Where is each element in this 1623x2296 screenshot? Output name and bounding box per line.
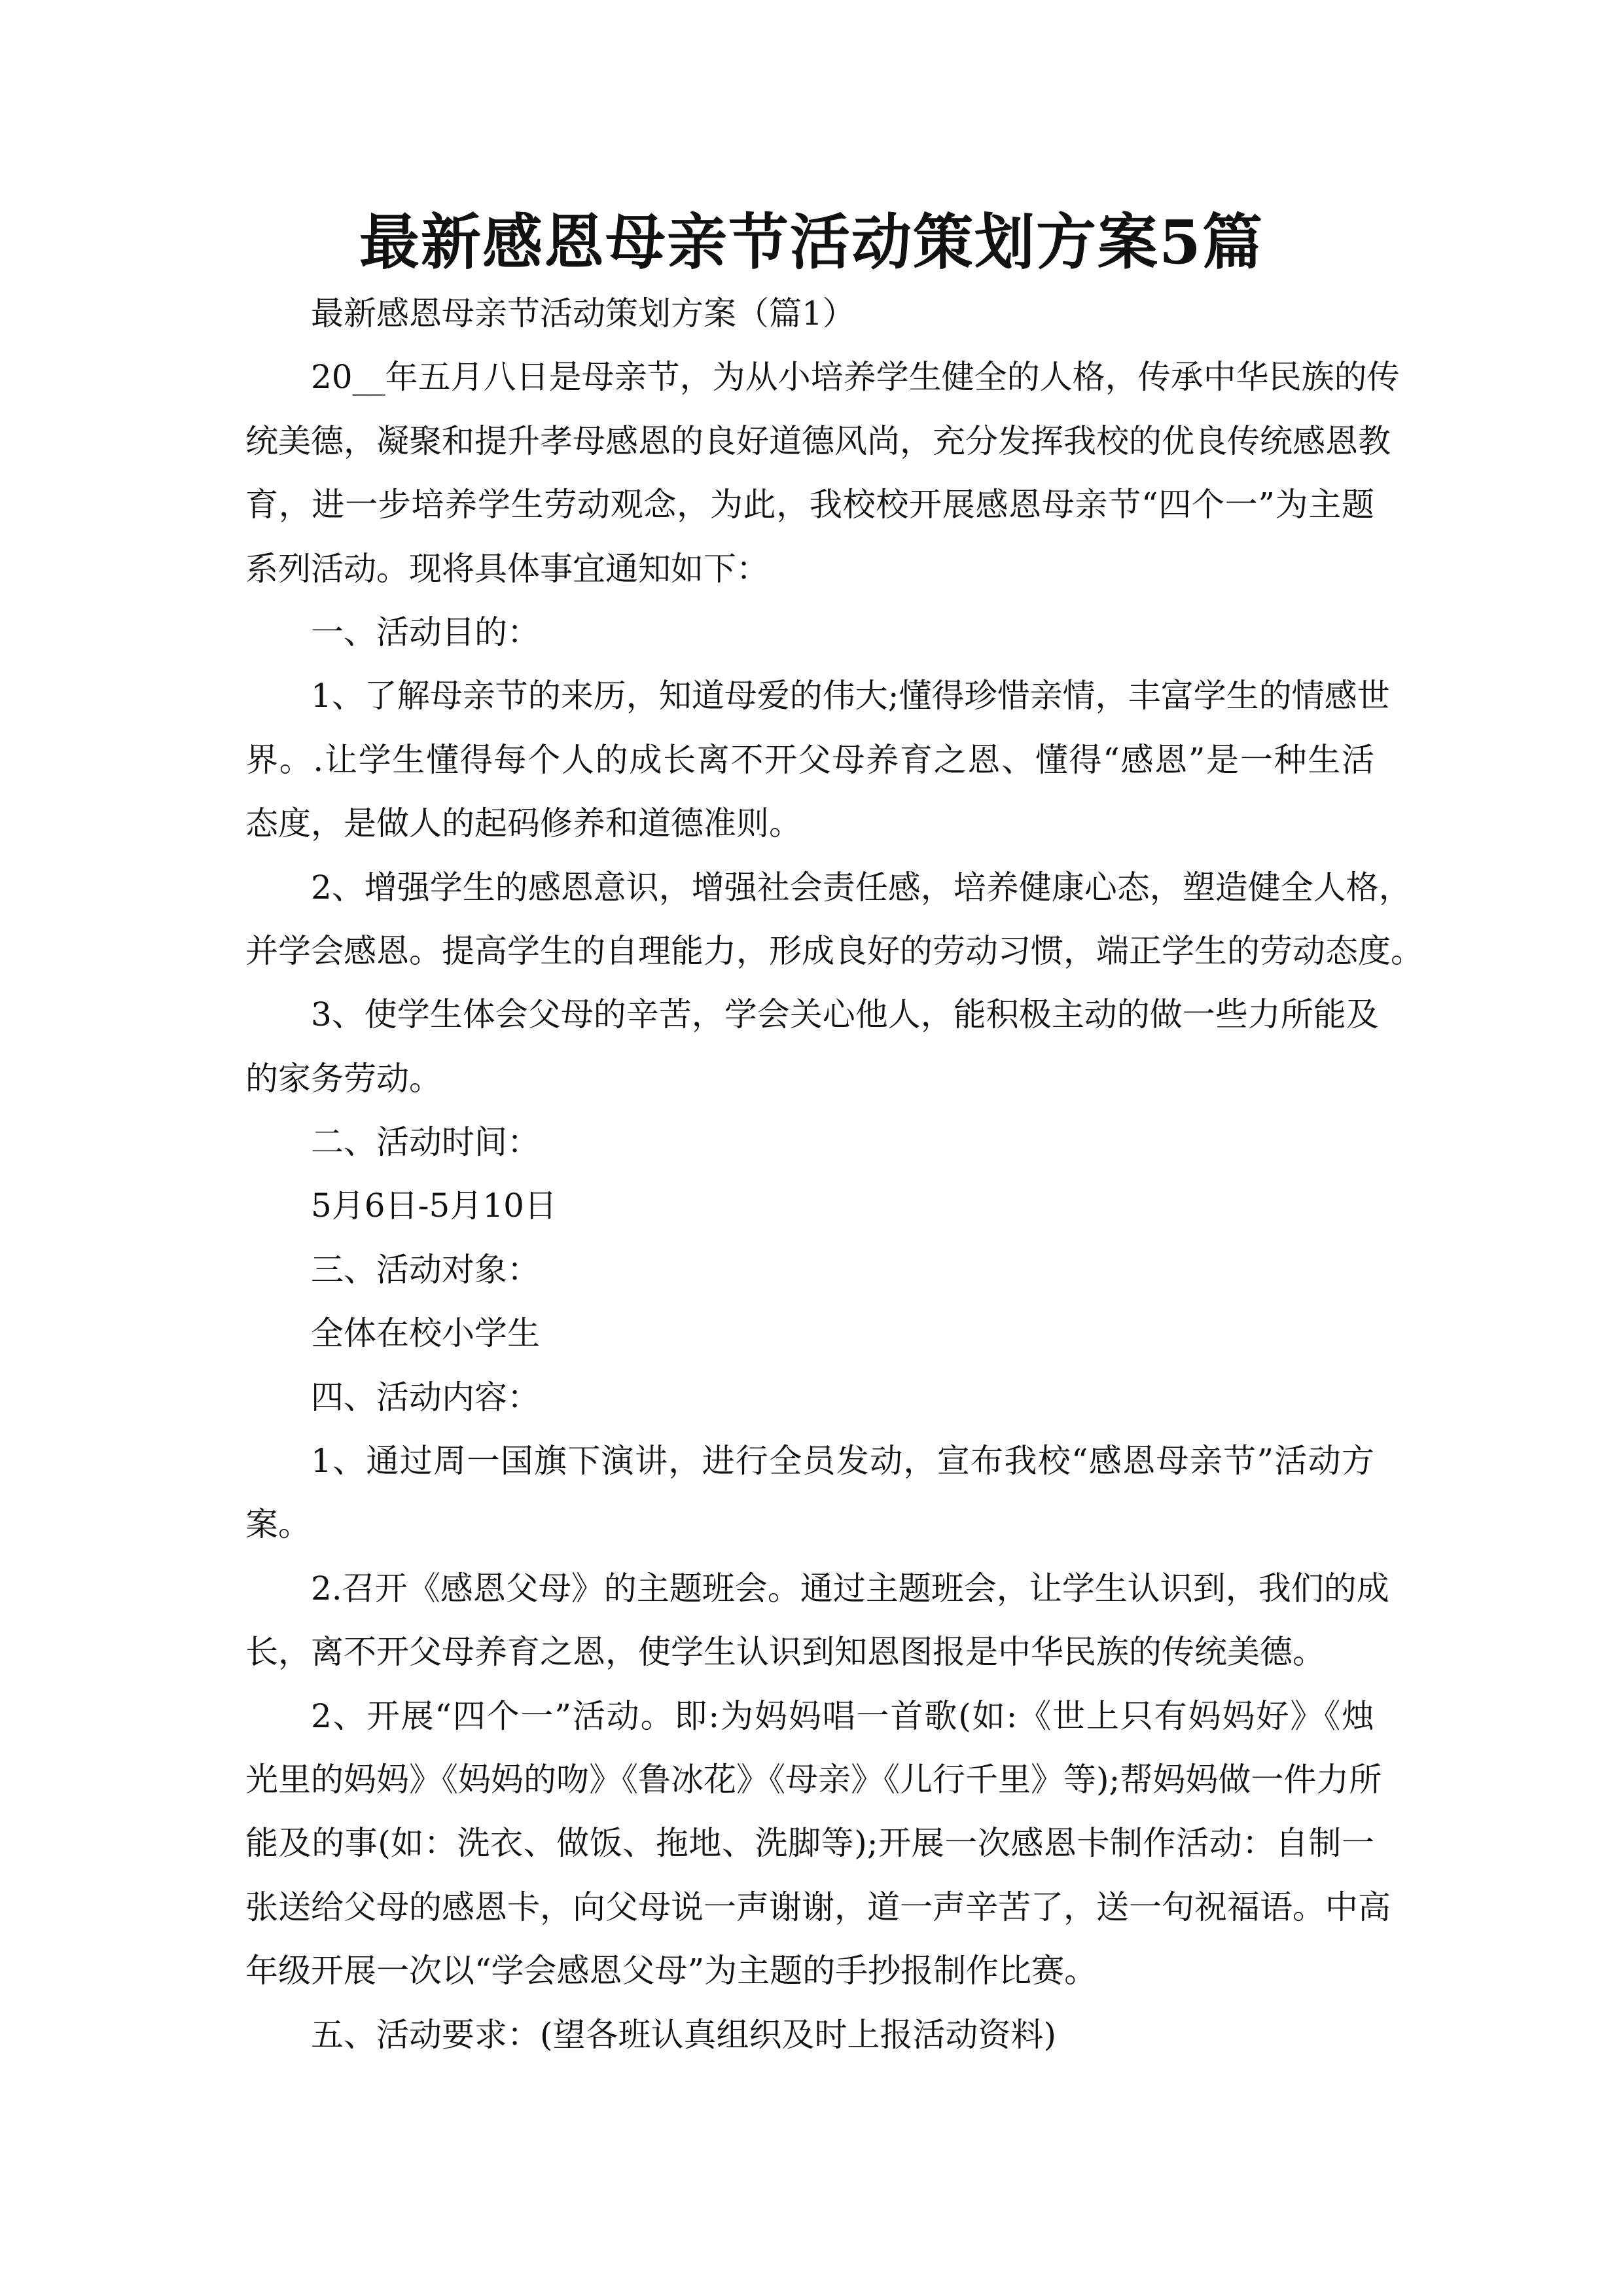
text-line: 3、使学生体会父母的辛苦，学会关心他人，能积极主动的做一些力所能及 [311,996,1379,1034]
text-line: 的家务劳动。 [245,1059,442,1098]
text-line: 最新感恩母亲节活动策划方案（篇1） [311,295,855,332]
paragraph [245,282,1374,346]
paragraph [245,1429,1374,1557]
paragraph [245,2003,1374,2067]
text-line: 系列活动。现将具体事宜通知如下： [245,549,769,588]
text-line: 四、活动内容： [311,1378,540,1416]
text-line: 育，进一步培养学生劳动观念，为此，我校校开展感恩母亲节“四个一”为主题 [245,486,1374,524]
text-line: 二、活动时间： [311,1123,540,1162]
paragraph [245,1111,1374,1174]
paragraph [245,856,1423,984]
paragraph [245,664,1390,855]
paragraph [245,1238,1374,1302]
text-line: 20__年五月八日是母亲节，为从小培养学生健全的人格，传承中华民族的传 [311,358,1400,397]
text-line: 长，离不开父母养育之恩，使学生认识到知恩图报是中华民族的传统美德。 [245,1633,1325,1672]
paragraph [245,1302,1374,1365]
paragraph [245,601,1374,664]
paragraph [245,1685,1391,2003]
text-line: 2、开展“四个一”活动。即:为妈妈唱一首歌(如:《世上只有妈妈好》《烛 [311,1696,1374,1735]
text-line: 能及的事(如：洗衣、做饭、拖地、洗脚等);开展一次感恩卡制作活动：自制一 [245,1824,1374,1863]
text-line: 1、通过周一国旗下演讲，进行全员发动，宣布我校“感恩母亲节”活动方 [311,1442,1374,1480]
paragraph [245,983,1379,1111]
text-line: 全体在校小学生 [311,1314,540,1353]
text-line: 态度，是做人的起码修养和道德准则。 [245,804,802,843]
paragraph [245,346,1400,601]
text-line: 案。 [245,1505,311,1544]
paragraph [245,1557,1389,1685]
text-line: 三、活动对象： [311,1250,540,1289]
text-line: 2.召开《感恩父母》的主题班会。通过主题班会，让学生认识到，我们的成 [311,1569,1389,1607]
text-line: 张送给父母的感恩卡，向父母说一声谢谢，道一声辛苦了，送一句祝福语。中高 [245,1888,1391,1926]
text-line: 年级开展一次以“学会感恩父母”为主题的手抄报制作比赛。 [245,1952,1097,1990]
text-line: 1、了解母亲节的来历，知道母爱的伟大;懂得珍惜亲情，丰富学生的情感世 [311,677,1390,715]
text-line: 光里的妈妈》《妈妈的吻》《鲁冰花》《母亲》《儿行千里》等);帮妈妈做一件力所 [245,1760,1382,1799]
text-line: 一、活动目的： [311,613,540,651]
text-line: 2、增强学生的感恩意识，增强社会责任感，培养健康心态，塑造健全人格， [311,868,1412,906]
paragraph [245,1366,1374,1429]
text-line: 并学会感恩。提高学生的自理能力，形成良好的劳动习惯，端正学生的劳动态度。 [245,931,1423,970]
text-line: 界。.让学生懂得每个人的成长离不开父母养育之恩、懂得“感恩”是一种生活 [245,740,1374,779]
text-line: 五、活动要求：(望各班认真组织及时上报活动资料) [311,2015,1057,2054]
document-title: 最新感恩母亲节活动策划方案5篇 [359,207,1264,278]
paragraph [245,1174,1374,1238]
text-line: 5月6日-5月10日 [311,1187,557,1225]
text-line: 统美德，凝聚和提升孝母感恩的良好道德风尚，充分发挥我校的优良传统感恩教 [245,422,1391,460]
document-body [245,282,1423,2067]
